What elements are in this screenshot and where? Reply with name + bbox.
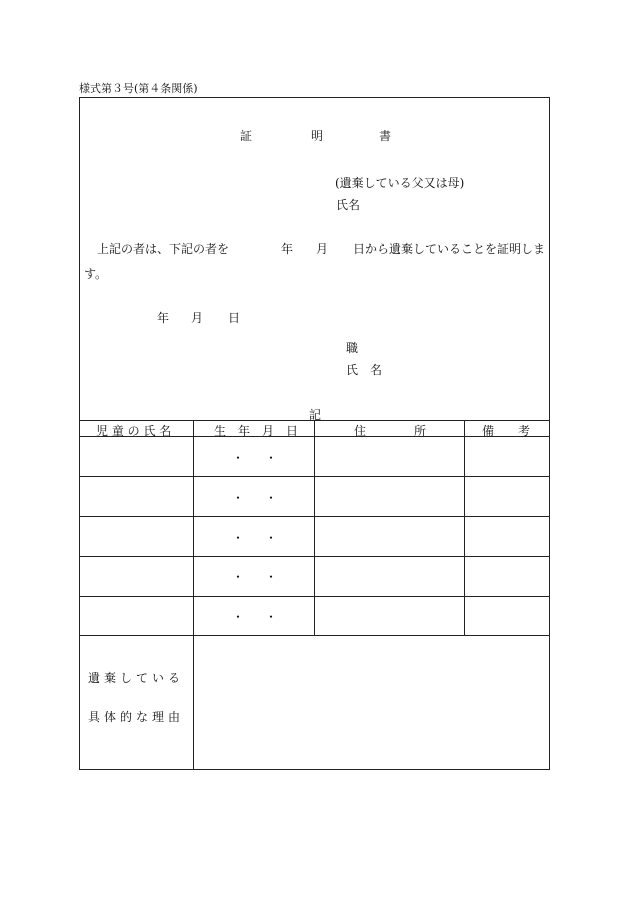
date-separator: ・ — [232, 610, 245, 624]
date-separator: ・ — [232, 451, 245, 465]
certifier-position-label: 職 — [346, 341, 359, 355]
header-child-name: 児 童 の 氏 名 — [96, 424, 172, 438]
date-separator: ・ — [232, 570, 245, 584]
statement-year: 年 — [281, 242, 294, 256]
statement-intro: 上記の者は、下記の者を — [97, 242, 230, 256]
form-number: 様式第３号(第４条関係) — [79, 82, 198, 95]
record-heading: 記 — [309, 408, 322, 422]
reason-label-line2: 具体的な理由 — [88, 710, 185, 724]
title-char-3: 書 — [379, 129, 392, 143]
date-separator: ・ — [265, 491, 278, 505]
issue-day: 日 — [228, 311, 241, 325]
reason-label-line1: 遺棄している — [88, 671, 185, 685]
issue-month: 月 — [191, 311, 204, 325]
date-separator: ・ — [232, 491, 245, 505]
date-separator: ・ — [265, 531, 278, 545]
statement-continuation: 日から遺棄していることを証明しま — [353, 242, 546, 256]
column-divider-address — [464, 420, 465, 635]
respondent-name-label: 氏名 — [336, 198, 361, 212]
issue-year: 年 — [157, 311, 170, 325]
date-separator: ・ — [265, 451, 278, 465]
statement-month: 月 — [316, 242, 329, 256]
header-address: 住 所 — [354, 424, 427, 438]
respondent-role-label: (遺棄している父又は母) — [335, 176, 465, 190]
date-separator: ・ — [265, 610, 278, 624]
column-divider-name — [193, 420, 194, 770]
header-remarks: 備 考 — [482, 424, 531, 438]
title-char-2: 明 — [311, 129, 324, 143]
column-divider-dob — [314, 420, 315, 635]
table-bottom-line — [79, 635, 550, 636]
certifier-name-label: 氏 名 — [346, 363, 383, 377]
date-separator: ・ — [265, 570, 278, 584]
date-separator: ・ — [232, 531, 245, 545]
title-char-1: 証 — [240, 129, 253, 143]
statement-line2: す。 — [84, 267, 108, 281]
header-birth-date: 生 年 月 日 — [214, 424, 299, 438]
